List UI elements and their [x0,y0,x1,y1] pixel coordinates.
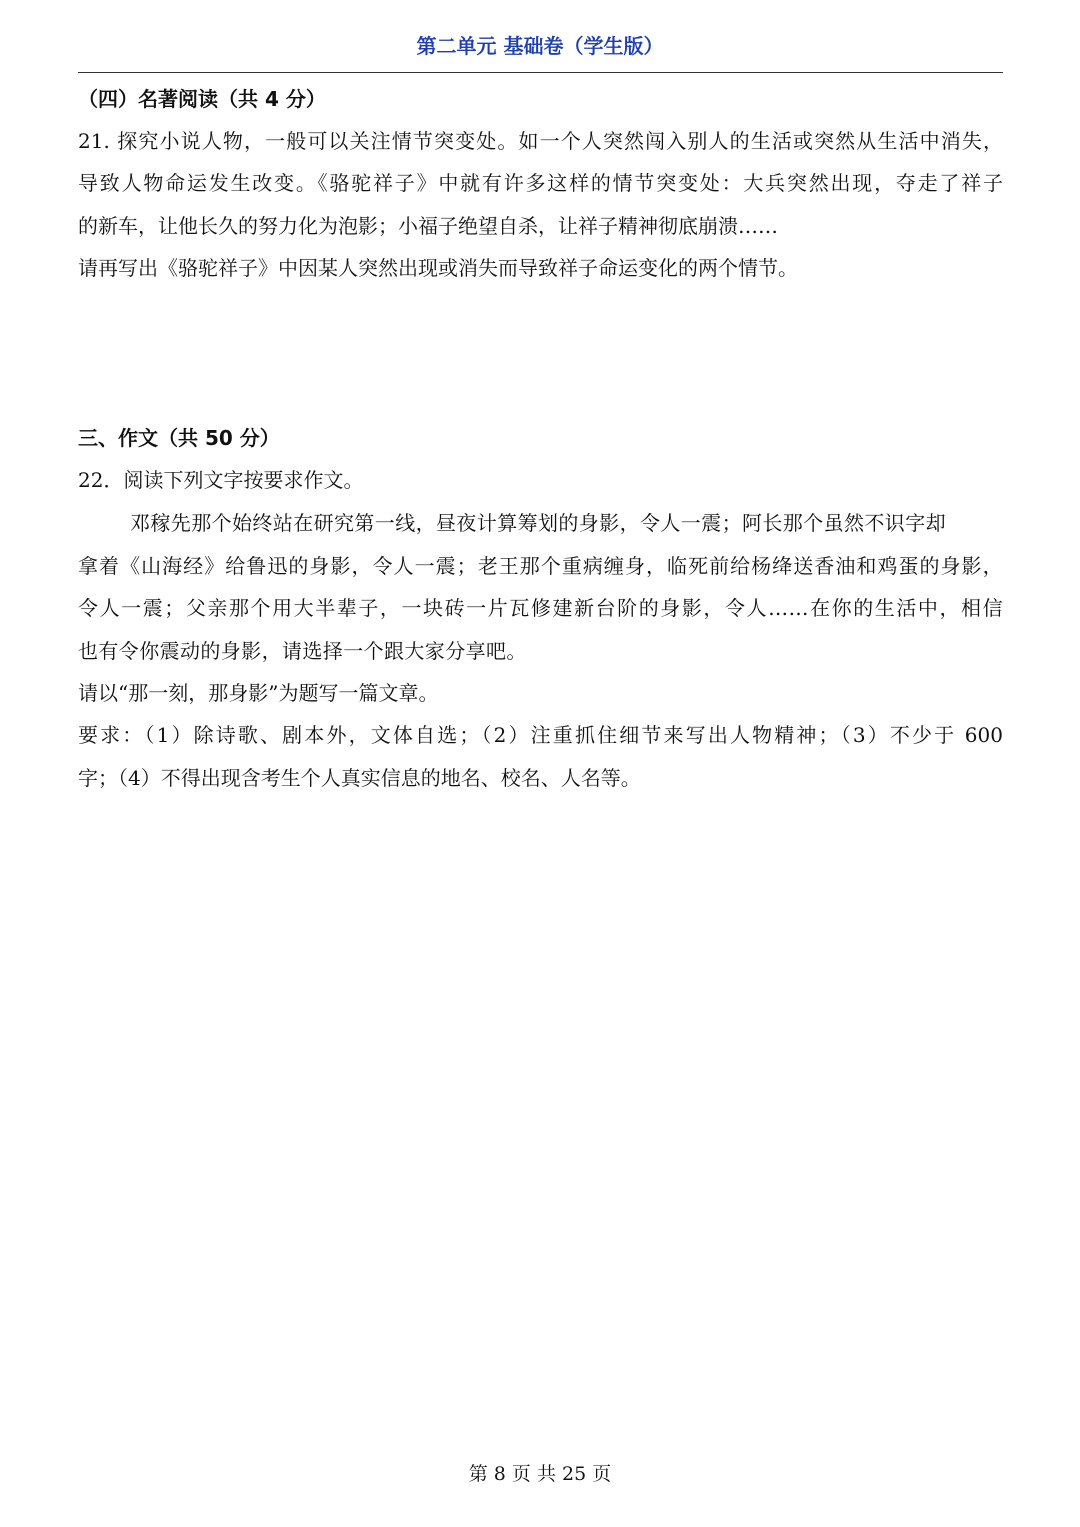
q22-title-instruction: 请以“那一刻，那身影”为题写一篇文章。 [78,681,439,705]
section-heading-composition: 三、作文（共 50 分） [78,426,280,450]
q21-line-3: 的新车，让他长久的努力化为泡影；小福子绝望自杀，让祥子精神彻底崩溃…… [78,214,778,238]
q22-passage-line-4: 也有令你震动的身影，请选择一个跟大家分享吧。 [78,639,527,663]
header-divider [78,72,1003,73]
q22-requirements-line-2: 字；（4）不得出现含考生个人真实信息的地名、校名、人名等。 [78,766,641,790]
page-header-title: 第二单元 基础卷（学生版） [416,34,664,58]
page-number-footer: 第 8 页 共 25 页 [468,1463,612,1485]
q22-passage-line-2: 拿着《山海经》给鲁迅的身影，令人一震；老王那个重病缠身，临死前给杨绛送香油和鸡蛋的身影， [78,554,1003,578]
q21-line-1: 21. 探究小说人物，一般可以关注情节突变处。如一个人突然闯入别人的生活或突然从生活中消失， [78,129,1003,153]
section-heading-famous-works: （四）名著阅读（共 4 分） [78,87,326,111]
q22-requirements-line-1: 要求：（1）除诗歌、剧本外，文体自选；（2）注重抓住细节来写出人物精神；（3）不少于 600 [78,723,1003,747]
q22-intro: 22．阅读下列文字按要求作文。 [78,468,364,492]
q21-line-2: 导致人物命运发生改变。《骆驼祥子》中就有许多这样的情节突变处：大兵突然出现，夺走了祥子 [78,171,1003,195]
q22-passage-line-1: 邓稼先那个始终站在研究第一线，昼夜计算筹划的身影，令人一震；阿长那个虽然不识字却 [130,511,946,535]
q22-passage-line-3: 令人一震；父亲那个用大半辈子，一块砖一片瓦修建新台阶的身影，令人……在你的生活中，相信 [78,596,1003,620]
q21-line-4: 请再写出《骆驼祥子》中因某人突然出现或消失而导致祥子命运变化的两个情节。 [78,256,798,280]
